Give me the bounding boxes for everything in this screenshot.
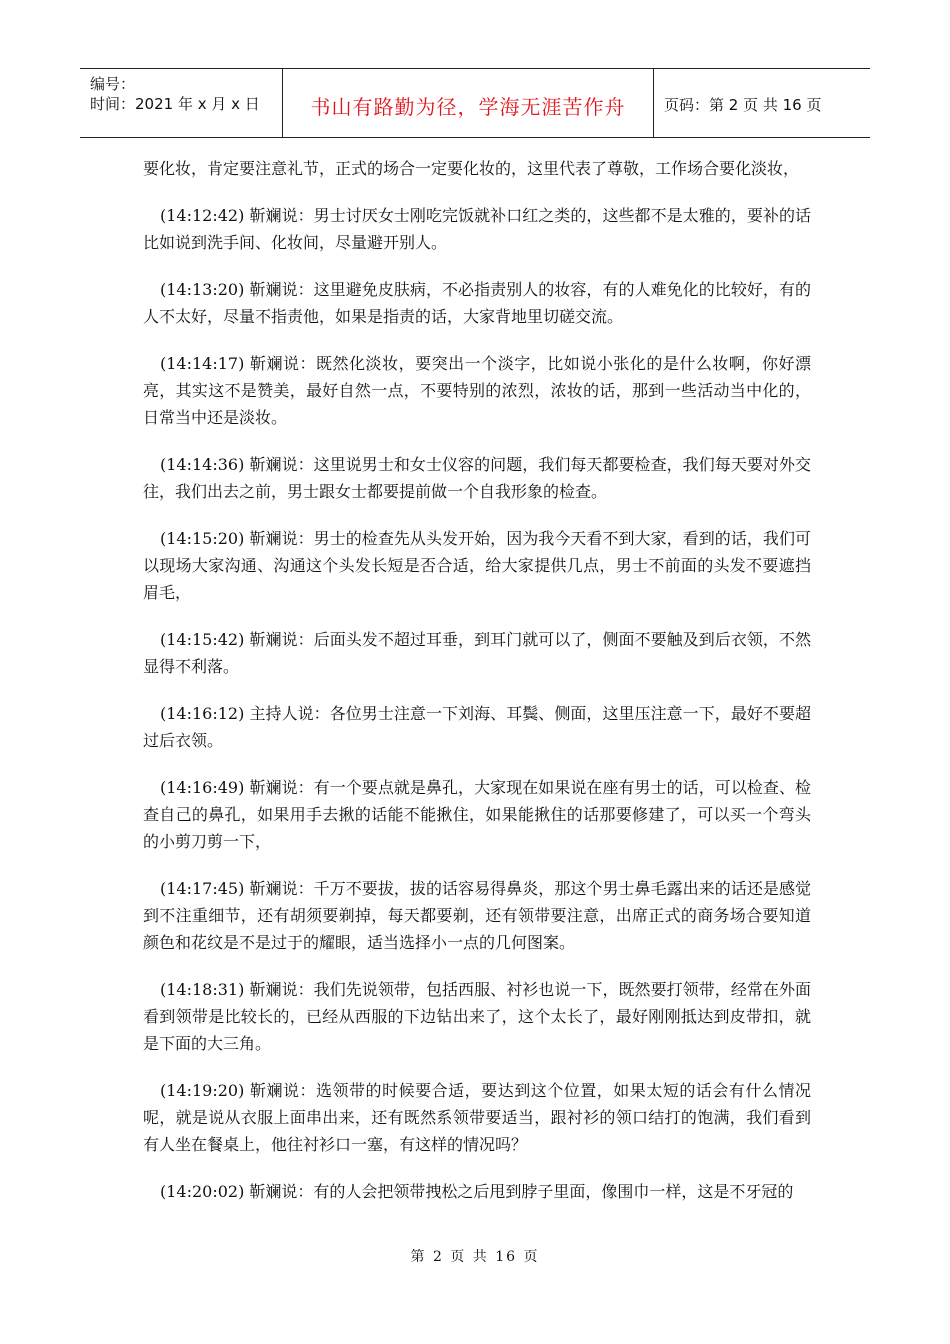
paragraph: (14:20:02) 靳斓说：有的人会把领带拽松之后甩到脖子里面，像围巾一样，这是不牙冠的 [160,1182,794,1201]
paragraph: (14:16:12) 主持人说：各位男士注意一下刘海、耳鬓、侧面，这里压注意一下，最好不要超过后衣领。 [143,704,811,750]
paragraph: (14:14:17) 靳斓说：既然化淡妆，要突出一个淡字，比如说小张化的是什么妆啊，你好漂亮，其实这不是赞美，最好自然一点，不要特别的浓烈，浓妆的话，那到一些活动当中化的，日常当中还是淡妆。 [143,354,811,427]
header-page-cell [654,69,870,137]
document-body [143,155,811,1225]
motto-text: 书山有路勤为径，学海无涯苦作舟 [310,95,626,119]
paragraph: (14:13:20) 靳斓说：这里避免皮肤病，不必指责别人的妆容，有的人难免化的比较好，有的人不太好，尽量不指责他，如果是指责的话，大家背地里切磋交流。 [143,280,811,326]
paragraph: (14:16:49) 靳斓说：有一个要点就是鼻孔，大家现在如果说在座有男士的话，可以检查、检查自己的鼻孔，如果用手去揪的话能不能揪住，如果能揪住的话那要修建了，可以买一个弯头的小剪刀剪一下， [143,778,811,851]
header-info-cell [80,69,283,137]
paragraph: 要化妆，肯定要注意礼节，正式的场合一定要化妆的，这里代表了尊敬，工作场合要化淡妆， [143,159,800,178]
paragraph: (14:15:42) 靳斓说：后面头发不超过耳垂，到耳门就可以了，侧面不要触及到后衣领，不然显得不利落。 [143,630,811,676]
date-label: 时间：2021 年 x 月 x 日 [90,95,260,113]
paragraph: (14:15:20) 靳斓说：男士的检查先从头发开始，因为我今天看不到大家，看到的话，我们可以现场大家沟通、沟通这个头发长短是否合适，给大家提供几点，男士不前面的头发不要遮挡眉毛， [143,529,811,602]
paragraph: (14:19:20) 靳斓说：选领带的时候要合适，要达到这个位置，如果太短的话会有什么情况呢，就是说从衣服上面串出来，还有既然系领带要适当，跟衬衫的领口结打的饱满，我们看到有人坐在餐桌上，他往衬衫口一塞，有这样的情况吗？ [143,1081,811,1154]
paragraph: (14:12:42) 靳斓说：男士讨厌女士刚吃完饭就补口红之类的，这些都不是太雅的，要补的话比如说到洗手间、化妆间，尽量避开别人。 [143,206,811,252]
paragraph: (14:18:31) 靳斓说：我们先说领带，包括西服、衬衫也说一下，既然要打领带，经常在外面看到领带是比较长的，已经从西服的下边钻出来了，这个太长了，最好刚刚抵达到皮带扣，就是下面的大三角。 [143,980,811,1053]
header-page-number: 页码：第 2 页 共 16 页 [664,96,822,114]
page-footer: 第 2 页 共 16 页 [410,1249,540,1265]
paragraph: (14:17:45) 靳斓说：千万不要拔，拔的话容易得鼻炎，那这个男士鼻毛露出来的话还是感觉到不注重细节，还有胡须要剃掉，每天都要剃，还有领带要注意，出席正式的商务场合要知道颜色和花纹是不是过于的耀眼，适当选择小一点的几何图案。 [143,879,811,952]
header-motto-cell [283,69,654,137]
paragraph: (14:14:36) 靳斓说：这里说男士和女士仪容的问题，我们每天都要检查，我们每天要对外交往，我们出去之前，男士跟女士都要提前做一个自我形象的检查。 [143,455,811,501]
serial-number-label: 编号： [90,75,136,93]
document-header [80,68,870,138]
